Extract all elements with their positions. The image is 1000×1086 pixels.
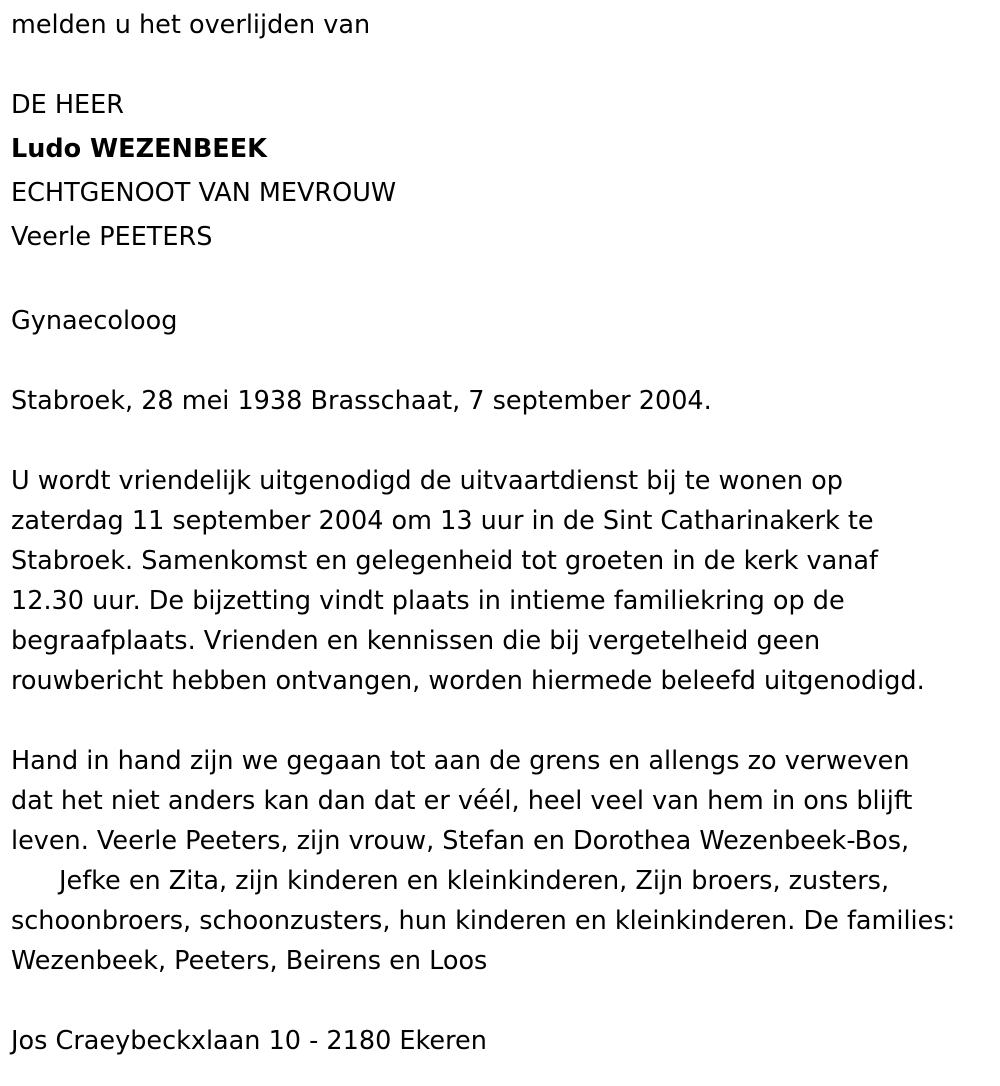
intro-text: melden u het overlijden van: [11, 10, 371, 40]
family-line: Hand in hand zijn we gegaan tot aan de grens en allengs zo verweven: [11, 746, 910, 776]
ceremony-line: rouwbericht hebben ontvangen, worden hiermede beleefd uitgenodigd.: [11, 666, 925, 696]
ceremony-line: U wordt vriendelijk uitgenodigd de uitvaartdienst bij te wonen op: [11, 466, 843, 496]
family-paragraph: [11, 741, 996, 981]
family-line: leven. Veerle Peeters, zijn vrouw, Stefan en Dorothea Wezenbeek-Bos,: [11, 826, 910, 856]
family-line: Wezenbeek, Peeters, Beirens en Loos: [11, 946, 488, 976]
contact-address: Jos Craeybeckxlaan 10 - 2180 Ekeren: [11, 1026, 487, 1056]
family-line: schoonbroers, schoonzusters, hun kinderen en kleinkinderen. De families:: [11, 906, 956, 936]
spacer: [11, 701, 996, 741]
deceased-title: DE HEER: [11, 90, 124, 120]
spouse-label: ECHTGENOOT VAN MEVROUW: [11, 178, 397, 208]
ceremony-line: zaterdag 11 september 2004 om 13 uur in de Sint Catharinakerk te: [11, 506, 874, 536]
ceremony-line: 12.30 uur. De bijzetting vindt plaats in intieme familiekring op de: [11, 586, 845, 616]
spacer: [11, 341, 996, 381]
family-line: Jefke en Zita, zijn kinderen en kleinkinderen, Zijn broers, zusters,: [59, 866, 890, 896]
spacer: [11, 981, 996, 1021]
spacer: [11, 45, 996, 85]
obituary-notice: [11, 5, 996, 1061]
spacer: [11, 261, 996, 301]
spouse-name: Veerle PEETERS: [11, 222, 213, 252]
ceremony-paragraph: [11, 461, 996, 701]
family-line: dat het niet anders kan dan dat er véél, heel veel van hem in ons blijft: [11, 786, 913, 816]
ceremony-line: begraafplaats. Vrienden en kennissen die bij vergetelheid geen: [11, 626, 821, 656]
profession: Gynaecoloog: [11, 306, 178, 336]
birth-death-dates: Stabroek, 28 mei 1938 Brasschaat, 7 september 2004.: [11, 386, 712, 416]
deceased-name: Ludo WEZENBEEK: [11, 134, 267, 164]
spacer: [11, 421, 996, 461]
ceremony-line: Stabroek. Samenkomst en gelegenheid tot groeten in de kerk vanaf: [11, 546, 879, 576]
